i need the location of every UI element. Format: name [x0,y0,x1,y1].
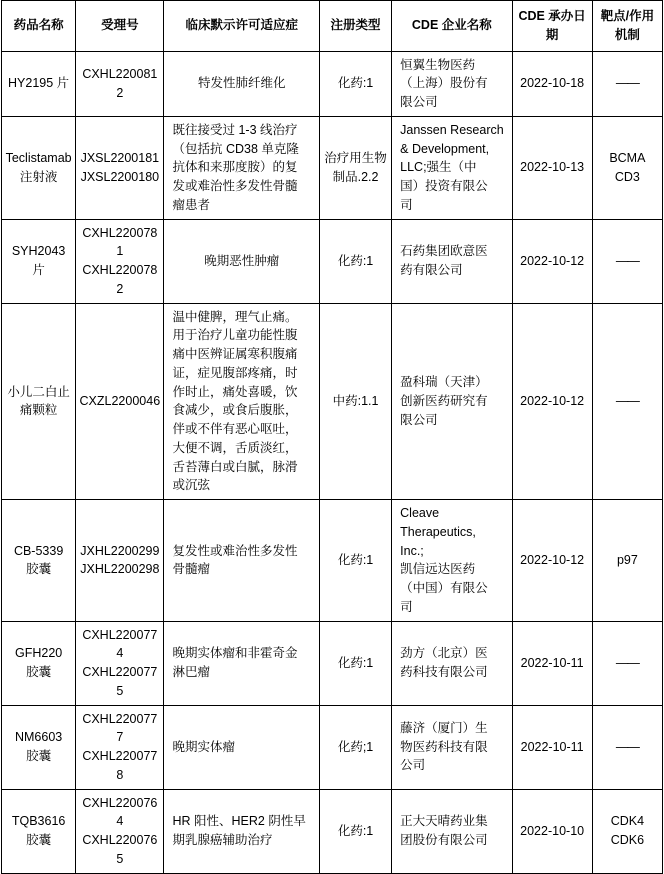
cell-target-line: CD3 [614,169,640,184]
cell-company-line: 正大天晴药业集 [400,814,488,829]
cell-company-line: 药有限公司 [400,263,463,277]
cell-indication-line: 晚期实体瘤和非霍奇金 [172,646,298,661]
cell-date-line: 2022-10-10 [520,823,585,838]
cell-indication-line: 特发性肺纤维化 [197,76,286,91]
cell-indication-line: 淋巴瘤 [172,665,210,679]
cell-company [392,303,512,500]
table-row [2,500,663,622]
table-body [2,51,663,873]
cell-acceptance-number-line: CXHL2200777 [82,711,158,745]
cell-company-line: Therapeutics, [400,524,476,539]
cell-drug-name-line: Teclistamab [5,150,72,165]
cell-company-line: （上海）股份有 [400,76,488,91]
cell-acceptance-number [76,116,164,219]
cell-indication-line: 痛中医辨证属寒积腹痛 [172,347,298,361]
cell-indication-line: 骨髓瘤 [172,562,210,577]
cell-company [392,500,512,622]
cell-registration-type-line: 中药:1.1 [332,393,379,408]
cell-company-line: Inc.; [400,543,424,558]
cell-target-line: p97 [616,552,638,567]
cell-registration-type [319,705,391,789]
cell-indication [164,303,319,500]
cell-indication-line: 既往接受过 1-3 线治疗 [172,122,298,137]
cell-target-line: BCMA [609,150,646,165]
cell-company-line: （中国）有限公 [400,581,488,595]
cell-acceptance-number-line: CXHL2200781 [82,225,158,259]
cell-company-line: 药科技有限公司 [400,665,488,679]
cell-target-line: —— [615,739,639,754]
cell-acceptance-number-line: JXHL2200298 [80,562,160,577]
cell-date [512,303,592,500]
cell-indication [164,219,319,303]
column-header-company: CDE 企业名称 [392,1,512,52]
cell-registration-type-line: 制品.2.2 [332,169,379,184]
cell-company-line: 劲方（北京）医 [400,646,488,661]
cell-target-line: CDK6 [610,833,645,847]
table-row [2,116,663,219]
cell-indication [164,705,319,789]
cell-date-line: 2022-10-11 [520,655,584,670]
cell-indication-line: 抗体和来那度胺）的复 [172,160,298,175]
cell-indication [164,500,319,622]
cell-company-line: 石药集团欧意医 [400,244,488,259]
column-header-registration-type: 注册类型 [319,1,391,52]
cell-drug-name [2,705,76,789]
cell-drug-name-line: TQB3616 [11,814,66,829]
cell-indication-line: 晚期恶性肿瘤 [204,253,280,268]
cell-drug-name-line: 注射液 [19,169,58,184]
cell-date [512,789,592,873]
cell-indication-line: 发或难治性多发性骨髓 [172,179,298,193]
cell-date-line: 2022-10-12 [520,393,585,408]
drug-approval-table [1,0,663,874]
cell-acceptance-number-line: JXSL2200180 [80,169,160,184]
cell-indication-line: 期乳腺癌辅助治疗 [172,833,273,847]
cell-drug-name [2,303,76,500]
cell-drug-name [2,789,76,873]
cell-company-line: 国）投资有限公 [400,179,488,193]
table-row [2,621,663,705]
cell-drug-name-line: 胶囊 [26,833,52,847]
cell-drug-name-line: 片 [32,263,45,277]
cell-drug-name [2,219,76,303]
table-row [2,789,663,873]
cell-company-line: 凯信远达医药 [400,562,476,577]
cell-company [392,789,512,873]
cell-company [392,621,512,705]
cell-company-line: 创新医药研究有 [400,393,488,408]
cell-company-line: 限公司 [400,412,438,427]
cell-indication-line: 用于治疗儿童功能性腹 [172,328,298,343]
cell-indication-line: 大便不调，舌质淡红， [172,440,298,455]
cell-drug-name [2,621,76,705]
cell-company-line: Janssen Research [400,122,504,137]
column-header-date: CDE 承办日期 [512,1,592,52]
cell-indication-line: 食减少，或食后腹胀， [172,403,298,418]
cell-drug-name-line: 胶囊 [26,665,52,679]
cell-date [512,500,592,622]
cell-date-line: 2022-10-18 [520,76,585,91]
cell-registration-type-line: 化药:1 [337,655,374,670]
cell-company-line: 司 [400,599,413,614]
cell-drug-name-line: 小儿二白止 [7,384,70,399]
cell-indication-line: 证，症见腹部疼痛，时 [172,365,298,380]
cell-target-line: —— [615,393,639,408]
cell-drug-name [2,500,76,622]
cell-acceptance-number-line: JXHL2200299 [80,543,160,558]
cell-date [512,51,592,116]
cell-indication [164,789,319,873]
cell-date [512,705,592,789]
cell-date-line: 2022-10-12 [520,552,585,567]
cell-acceptance-number-line: CXHL2200778 [82,749,158,782]
cell-registration-type [319,500,391,622]
column-header-target: 靶点/作用机制 [592,1,662,52]
cell-target [592,219,662,303]
column-header-acceptance-number: 受理号 [76,1,164,52]
table-header [2,1,663,52]
cell-date [512,621,592,705]
cell-indication-line: HR 阳性、HER2 阴性早 [172,814,306,829]
table-header-row [2,1,663,52]
cell-indication-line: 瘤患者 [172,197,210,212]
cell-acceptance-number [76,219,164,303]
table-row [2,705,663,789]
column-header-indication: 临床默示许可适应症 [164,1,319,52]
cell-company-line: 藤济（厦门）生 [400,720,488,735]
cell-indication-line: 舌苔薄白或白腻，脉滑 [172,459,298,474]
cell-indication-line: 或沉弦 [172,478,210,493]
cell-acceptance-number-line: CXHL2200775 [82,665,158,698]
cell-company-line: 司 [400,197,413,212]
cell-registration-type-line: 化药:1 [337,76,374,91]
cell-target [592,116,662,219]
cell-date [512,116,592,219]
cell-indication [164,51,319,116]
cell-acceptance-number-line: CXHL2200812 [82,66,158,100]
cell-acceptance-number [76,51,164,116]
cell-registration-type-line: 化药:1 [337,552,374,567]
cell-acceptance-number-line: CXHL2200782 [82,263,158,296]
cell-registration-type [319,219,391,303]
cell-acceptance-number-line: CXZL2200046 [79,393,161,408]
cell-company-line: 盈科瑞（天津） [400,375,488,390]
cell-registration-type [319,303,391,500]
cell-drug-name [2,51,76,116]
cell-company-line: & Development, [400,141,490,156]
cell-acceptance-number [76,705,164,789]
cell-target-line: CDK4 [610,814,645,829]
cell-registration-type-line: 化药:1 [337,823,374,838]
cell-registration-type [319,51,391,116]
cell-drug-name-line: CB-5339 [13,543,64,558]
cell-drug-name [2,116,76,219]
cell-registration-type [319,621,391,705]
table-row [2,219,663,303]
cell-target [592,303,662,500]
cell-date-line: 2022-10-13 [520,160,585,175]
cell-registration-type-line: 化药;1 [337,739,374,754]
cell-drug-name-line: GFH220 [14,646,63,661]
cell-target [592,500,662,622]
cell-target [592,705,662,789]
cell-target [592,789,662,873]
cell-target [592,51,662,116]
cell-company-line: LLC;强生（中 [400,160,477,175]
column-header-drug-name: 药品名称 [2,1,76,52]
cell-company-line: 限公司 [400,95,438,109]
cell-registration-type [319,116,391,219]
cell-company [392,705,512,789]
cell-target-line: —— [615,76,639,91]
cell-company [392,116,512,219]
cell-target-line: —— [615,253,639,268]
table-row [2,303,663,500]
cell-date-line: 2022-10-12 [520,253,585,268]
cell-registration-type-line: 化药:1 [337,253,374,268]
cell-company-line: 公司 [400,758,426,773]
cell-indication-line: 作时止，痛处喜暖，饮 [172,384,298,399]
cell-target [592,621,662,705]
cell-indication-line: 温中健脾，理气止痛。 [172,309,298,324]
cell-acceptance-number [76,500,164,622]
cell-registration-type [319,789,391,873]
cell-acceptance-number-line: CXHL2200765 [82,833,158,866]
cell-drug-name-line: 痛颗粒 [19,403,58,418]
cell-acceptance-number [76,789,164,873]
cell-acceptance-number-line: CXHL2200774 [82,627,158,661]
cell-company-line: 恒翼生物医药 [400,57,476,72]
cell-indication-line: 复发性或难治性多发性 [172,543,298,558]
cell-company [392,219,512,303]
cell-company-line: Cleave [400,506,440,520]
cell-date-line: 2022-10-11 [520,739,584,754]
cell-indication-line: 晚期实体瘤 [172,739,235,754]
cell-target-line: —— [615,655,639,670]
cell-indication [164,621,319,705]
cell-acceptance-number [76,621,164,705]
cell-company-line: 物医药科技有限 [400,739,488,754]
cell-indication [164,116,319,219]
cell-drug-name-line: 胶囊 [26,562,52,577]
cell-drug-name-line: SYH2043 [11,244,66,259]
cell-acceptance-number [76,303,164,500]
cell-drug-name-line: 胶囊 [26,749,52,763]
cell-acceptance-number-line: CXHL2200764 [82,795,158,829]
cell-drug-name-line: HY2195 片 [8,76,70,91]
cell-acceptance-number-line: JXSL2200181 [80,150,160,165]
cell-indication-line: 伴或不伴有恶心呕吐， [172,422,298,436]
cell-registration-type-line: 治疗用生物 [324,150,387,165]
cell-drug-name-line: NM6603 [14,730,63,745]
table-row [2,51,663,116]
cell-indication-line: （包括抗 CD38 单克隆 [172,141,299,156]
cell-company [392,51,512,116]
cell-company-line: 团股份有限公司 [400,833,488,847]
cell-date [512,219,592,303]
